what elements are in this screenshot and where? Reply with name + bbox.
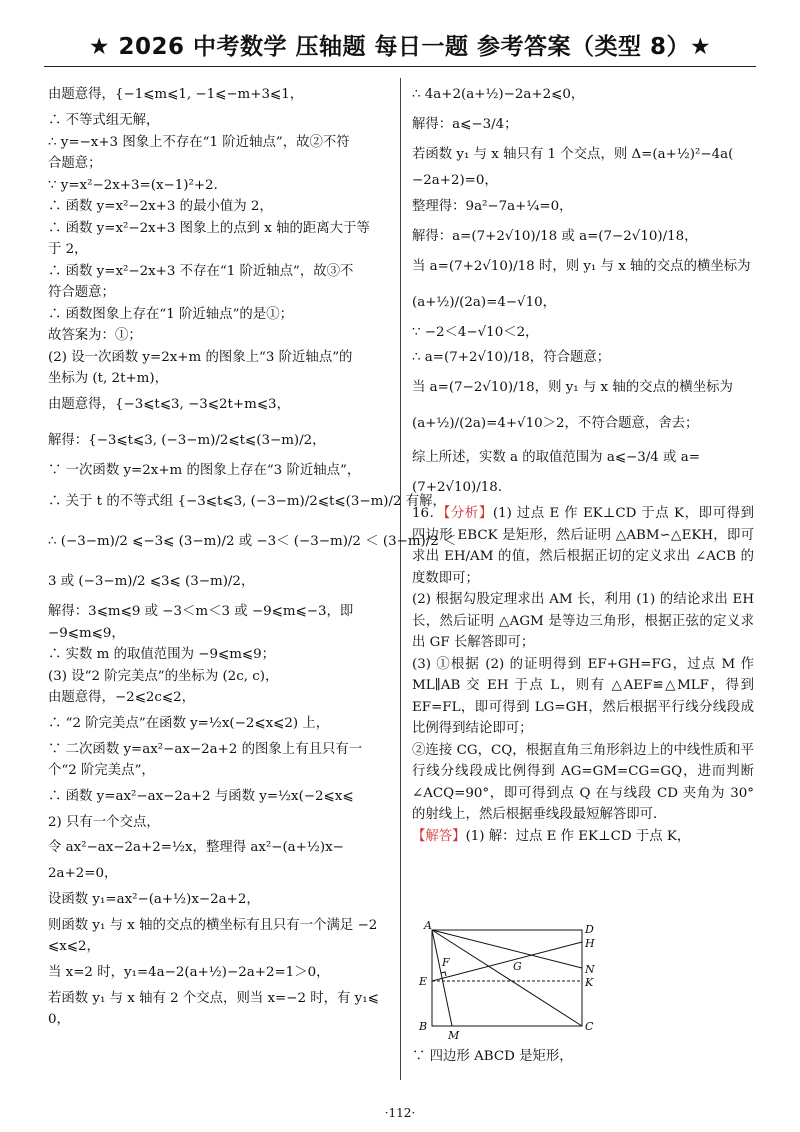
text-line: ∴ 函数 y=x²−2x+3 图象上的点到 x 轴的距离大于等 (48, 220, 370, 236)
segment-eh (432, 942, 582, 981)
text-line: 则函数 y₁ 与 x 轴的交点的横坐标有且只有一个满足 −2 (48, 917, 378, 933)
text-line: 令 ax²−ax−2a+2=½x，整理得 ax²−(a+½)x− (48, 840, 344, 855)
text-line: −9⩽m⩽9， (48, 625, 125, 641)
after-figure-block (412, 1046, 754, 1068)
label-d: D (585, 923, 594, 936)
analysis-paragraph: (1) 过点 E 作 EK⊥CD 于点 K，即可得到四边形 EBCK 是矩形，然后证明 △ABM∽△EKH，即可求出 EH/AM 的值，然后根据正切的定义求出 ∠ACB 的度数即可； (412, 506, 754, 586)
text-line: 3 或 (−3−m)/2 ⩽3⩽ (3−m)/2， (48, 574, 255, 589)
text-line: ⩽x⩽2， (48, 939, 100, 954)
text-line: 若函数 y₁ 与 x 轴有 2 个交点，则当 x=−2 时，有 y₁⩽ (48, 990, 379, 1006)
page-number: ·112· (384, 1106, 416, 1120)
text-line: 解得：a=(7+2√10)/18 或 a=(7−2√10)/18， (412, 228, 698, 244)
geometry-figure (414, 920, 604, 1042)
text-line: ∵ 四边形 ABCD 是矩形， (412, 1049, 573, 1064)
text-line: ∵ 二次函数 y=ax²−ax−2a+2 的图象上有且只有一 (48, 741, 363, 757)
text-line: 综上所述，实数 a 的取值范围为 a⩽−3/4 或 a= (412, 450, 700, 465)
text-line: ∴ 关于 t 的不等式组 {−3⩽t⩽3, (−3−m)/2⩽t⩽(3−m)/2 有解， (48, 494, 446, 509)
q16-analysis-block (412, 503, 754, 589)
text-line: 整理得：9a²−7a+¼=0， (412, 198, 573, 214)
label-g: G (513, 960, 522, 973)
text-line: (a+½)/(2a)=4−√10， (412, 294, 557, 310)
text-line: 若函数 y₁ 与 x 轴只有 1 个交点，则 Δ=(a+½)²−4a( (412, 147, 734, 162)
analysis-paragraph: (2) 根据勾股定理求出 AM 长，利用 (1) 的结论求出 EH 长，然后证明 △AGM 是等边三角形，根据正弦的定义求出 GF 长解答即可； (412, 592, 754, 650)
label-f: F (442, 956, 450, 969)
text-line: 2) 只有一个交点， (48, 814, 160, 830)
page-header: ★ 2026 中考数学 压轴题 每日一题 参考答案（类型 8）★ (88, 34, 712, 60)
text-line: ∴ 函数 y=x²−2x+3 不存在“1 阶近轴点”，故③不 (48, 263, 354, 279)
text-line: ∵ −2＜4−√10＜2， (412, 324, 539, 340)
label-a: A (424, 920, 432, 932)
text-line: (2) 设一次函数 y=2x+m 的图象上“3 阶近轴点”的 (48, 349, 353, 365)
text-line: 由题意得，{−3⩽t⩽3, −3⩽2t+m⩽3， (48, 396, 290, 412)
label-n: N (585, 963, 595, 976)
text-line: 解得：{−3⩽t⩽3, (−3−m)/2⩽t⩽(3−m)/2， (48, 432, 326, 448)
header-rule (44, 66, 756, 67)
text-line: ∴ “2 阶完美点”在函数 y=½x(−2⩽x⩽2) 上， (48, 715, 330, 731)
label-c: C (585, 1020, 594, 1033)
text-line: 当 x=2 时，y₁=4a−2(a+½)−2a+2=1＞0， (48, 964, 330, 980)
right-column (412, 80, 754, 847)
text-line: ∴ (−3−m)/2 ⩽−3⩽ (3−m)/2 或 −3＜ (−3−m)/2 ＜ (3−m)/2 ＜ (48, 534, 457, 549)
text-line: 故答案为：①； (48, 328, 142, 343)
text-line: 0， (48, 1012, 70, 1027)
label-h: H (585, 937, 595, 950)
text-line: ∵ y=x²−2x+3=(x−1)²+2． (48, 177, 227, 193)
text-line: 坐标为 (t, 2t+m)， (48, 371, 168, 386)
text-line: 当 a=(7+2√10)/18 时，则 y₁ 与 x 轴的交点的横坐标为 (412, 258, 751, 274)
text-line: 当 a=(7−2√10)/18，则 y₁ 与 x 轴的交点的横坐标为 (412, 380, 733, 395)
text-line: ∵ 一次函数 y=2x+m 的图象上存在“3 阶近轴点”， (48, 462, 361, 478)
answer-tag: 【解答】 (412, 828, 466, 844)
label-k: K (585, 976, 594, 989)
text-line: −2a+2)=0， (412, 173, 498, 188)
text-line: 由题意得，−2⩽2c⩽2， (48, 690, 196, 705)
text-line: (a+½)/(2a)=4+√10＞2，不符合题意，舍去； (412, 416, 699, 431)
label-b: B (419, 1020, 428, 1033)
text-line: ∴ 不等式组无解， (48, 113, 160, 128)
text-line: 于 2， (48, 242, 88, 257)
segment-ac (432, 930, 582, 1026)
analysis-tag: 【分析】 (443, 506, 493, 521)
text-line: ∴ 实数 m 的取值范围为 −9⩽m⩽9； (48, 647, 276, 662)
text-line: 2a+2=0， (48, 866, 118, 881)
analysis-paragraph: (3) ①根据 (2) 的证明得到 EF+GH=FG，过点 M 作 ML∥AB 交 EH 于点 L，则有 △AEF≌△MLF，得到 EF=FL，即可得到 LG=GH，然后根据平行线分线段成比例得到结论即可； (412, 656, 754, 736)
column-divider (400, 78, 401, 1080)
text-line: 由题意得，{−1⩽m⩽1, −1⩽−m+3⩽1， (48, 87, 304, 102)
text-line: ∴ 函数 y=ax²−ax−2a+2 与函数 y=½x(−2⩽x⩽ (48, 788, 354, 804)
text-line: 符合题意； (48, 285, 115, 300)
text-line: ∴ 函数图象上存在“1 阶近轴点”的是①； (48, 306, 293, 322)
segment-an (432, 930, 582, 968)
text-line: ∴ 4a+2(a+½)−2a+2⩽0， (412, 87, 585, 102)
text-line: 解得：a⩽−3/4； (412, 117, 518, 132)
text-line: 设函数 y₁=ax²−(a+½)x−2a+2， (48, 891, 260, 907)
text-line: ∴ y=−x+3 图象上不存在“1 阶近轴点”，故②不符 (48, 134, 350, 150)
text-line: 合题意； (48, 156, 102, 171)
text-line: ∴ 函数 y=x²−2x+3 的最小值为 2， (48, 199, 273, 214)
label-m: M (448, 1029, 460, 1042)
answer-block (412, 826, 754, 848)
text-line: ∴ a=(7+2√10)/18，符合题意； (412, 350, 611, 365)
answer-text: (1) 解：过点 E 作 EK⊥CD 于点 K， (465, 828, 691, 844)
label-e: E (419, 975, 428, 988)
text-line: (3) 设“2 阶完美点”的坐标为 (2c, c)， (48, 668, 279, 684)
analysis-paragraph: ②连接 CG，CQ，根据直角三角形斜边上的中线性质和平行线分线段成比例得到 AG=GM=CG=GQ，进而判断 ∠ACQ=90°，即可得到点 Q 在与线段 CD 夹角为 30° 的射线上，然后根据垂线段最短解答即可． (412, 742, 754, 822)
text-line: (7+2√10)/18． (412, 480, 512, 495)
text-line: 解得：3⩽m⩽9 或 −3＜m＜3 或 −9⩽m⩽−3，即 (48, 604, 354, 619)
text-line: 个“2 阶完美点”， (48, 763, 155, 778)
question-number: 16． (412, 506, 444, 521)
